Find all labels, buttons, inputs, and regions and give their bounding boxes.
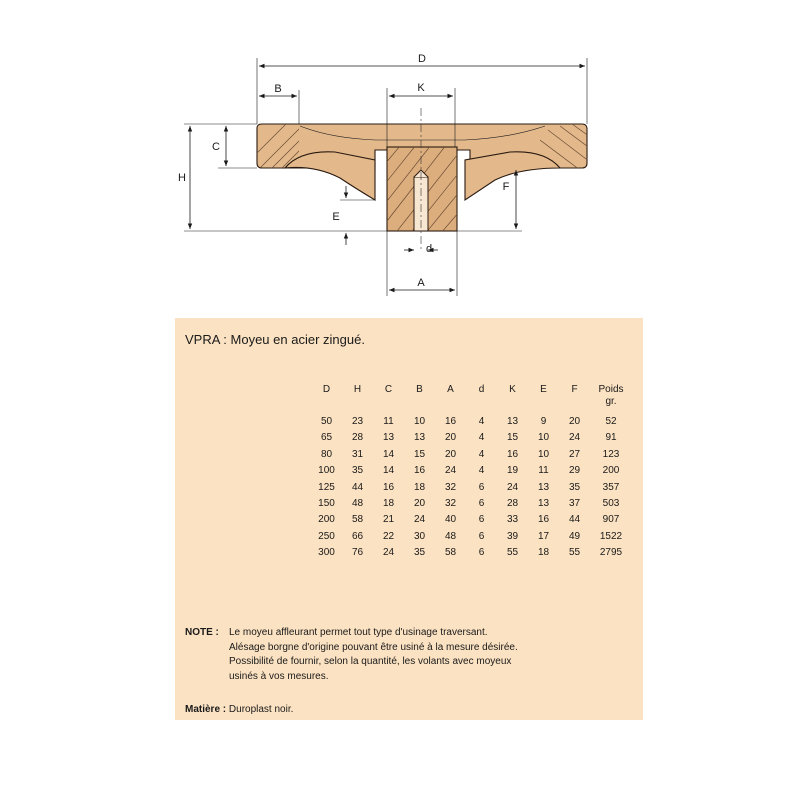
table-cell: 55 xyxy=(506,547,519,559)
table-cell: 19 xyxy=(506,465,519,477)
table-body xyxy=(311,414,632,562)
table-row xyxy=(311,447,632,463)
header-K: K xyxy=(509,384,516,395)
table-cell: 55 xyxy=(568,547,581,559)
table-cell: 10 xyxy=(537,448,550,460)
material-value: Duroplast noir. xyxy=(228,704,294,715)
table-cell: 6 xyxy=(478,530,485,542)
table-cell: 14 xyxy=(382,448,395,460)
table-cell: 18 xyxy=(537,547,550,559)
table-cell: 123 xyxy=(602,448,620,460)
table-row xyxy=(311,463,632,479)
table-cell: 24 xyxy=(568,432,581,444)
table-cell: 10 xyxy=(413,416,426,427)
table-cell: 65 xyxy=(320,432,333,444)
note-line: Alésage borgne d'origine pouvant être usiné à la mesure désirée. xyxy=(229,641,518,653)
table-cell: 18 xyxy=(382,498,395,510)
table-cell: 31 xyxy=(351,448,364,460)
label-K: K xyxy=(417,82,425,94)
table-cell: 16 xyxy=(537,514,550,526)
table-cell: 4 xyxy=(478,448,485,460)
spec-card xyxy=(175,318,643,720)
note-line: usinés à vos mesures. xyxy=(229,670,329,682)
table-cell: 6 xyxy=(478,498,485,510)
table-cell: 58 xyxy=(351,514,364,526)
label-H: H xyxy=(178,172,186,184)
table-cell: 39 xyxy=(506,530,519,542)
note-block xyxy=(185,626,635,682)
table-cell: 10 xyxy=(537,432,550,444)
card-title: VPRA : Moyeu en acier zingué. xyxy=(185,332,365,347)
table-cell: 24 xyxy=(506,481,519,493)
table-header-row xyxy=(311,384,632,414)
table-cell: 4 xyxy=(478,416,485,427)
table-row xyxy=(311,512,632,528)
table-row xyxy=(311,529,632,545)
dimension-C xyxy=(212,124,257,168)
table-cell: 28 xyxy=(351,432,364,444)
label-d: d xyxy=(426,243,433,255)
table-cell: 16 xyxy=(444,416,457,427)
header-H: H xyxy=(353,384,362,395)
table-cell: 6 xyxy=(478,547,485,559)
table-cell: 27 xyxy=(568,448,581,460)
table-cell: 16 xyxy=(506,448,519,460)
table-cell: 6 xyxy=(478,481,485,493)
table-cell: 32 xyxy=(444,498,457,510)
table-cell: 76 xyxy=(351,547,364,559)
table-cell: 49 xyxy=(568,530,581,542)
table-cell: 6 xyxy=(478,514,485,526)
table-cell: 23 xyxy=(351,416,364,427)
table-cell: 32 xyxy=(444,481,457,493)
table-cell: 20 xyxy=(568,416,581,427)
table-cell: 13 xyxy=(506,416,519,427)
table-cell: 28 xyxy=(506,498,519,510)
table-cell: 125 xyxy=(318,481,335,493)
table-cell: 9 xyxy=(540,416,547,427)
table-cell: 15 xyxy=(413,448,426,460)
table-cell: 300 xyxy=(318,547,335,559)
header-C: C xyxy=(384,384,393,395)
table-cell: 37 xyxy=(568,498,581,510)
table-cell: 200 xyxy=(602,465,620,477)
table-cell: 2795 xyxy=(599,547,623,559)
table-cell: 24 xyxy=(382,547,395,559)
table-cell: 13 xyxy=(537,481,550,493)
table-cell: 48 xyxy=(351,498,364,510)
table-cell: 66 xyxy=(351,530,364,542)
table-cell: 44 xyxy=(568,514,581,526)
spec-table xyxy=(311,384,632,562)
note-label: NOTE : xyxy=(185,627,219,638)
table-cell: 35 xyxy=(568,481,581,493)
table-cell: 11 xyxy=(538,465,549,477)
header-E: E xyxy=(540,384,547,395)
table-cell: 20 xyxy=(444,432,457,444)
table-cell: 17 xyxy=(537,530,550,542)
table-cell: 907 xyxy=(602,514,620,526)
table-cell: 44 xyxy=(351,481,364,493)
table-cell: 18 xyxy=(413,481,426,493)
label-B: B xyxy=(274,83,282,95)
material-line xyxy=(185,704,293,715)
table-cell: 24 xyxy=(413,514,426,526)
table-cell: 4 xyxy=(478,465,485,477)
table-row xyxy=(311,545,632,561)
header-F: F xyxy=(571,384,578,395)
technical-drawing xyxy=(170,45,610,305)
table-cell: 33 xyxy=(506,514,519,526)
header-poids-line1: Poids xyxy=(598,384,624,395)
header-A: A xyxy=(447,384,454,395)
label-E: E xyxy=(332,211,340,223)
table-cell: 13 xyxy=(537,498,550,510)
note-line: Possibilité de fournir, selon la quantité, les volants avec moyeux xyxy=(229,656,512,667)
table-cell: 1522 xyxy=(599,530,623,542)
table-cell: 24 xyxy=(444,465,457,477)
table-cell: 21 xyxy=(382,514,395,526)
table-row xyxy=(311,480,632,496)
dimension-B xyxy=(259,83,299,124)
table-cell: 22 xyxy=(382,530,395,542)
table-cell: 30 xyxy=(413,530,426,542)
label-D: D xyxy=(418,53,426,65)
table-cell: 14 xyxy=(382,465,395,477)
table-cell: 15 xyxy=(506,432,519,444)
table-cell: 58 xyxy=(444,547,457,559)
header-poids-line2: gr. xyxy=(605,396,617,407)
header-poids xyxy=(590,384,632,414)
label-F: F xyxy=(502,181,510,193)
note-line: Le moyeu affleurant permet tout type d'usinage traversant. xyxy=(229,627,488,638)
table-row xyxy=(311,430,632,446)
table-cell: 16 xyxy=(413,465,426,477)
table-cell: 4 xyxy=(478,432,485,444)
table-cell: 150 xyxy=(318,498,335,510)
table-cell: 503 xyxy=(602,498,620,510)
table-cell: 357 xyxy=(602,481,620,493)
table-cell: 200 xyxy=(318,514,335,526)
header-B: B xyxy=(416,384,423,395)
table-cell: 11 xyxy=(383,416,394,427)
material-label: Matière : xyxy=(185,704,227,715)
table-cell: 35 xyxy=(351,465,364,477)
table-cell: 29 xyxy=(568,465,581,477)
header-d: d xyxy=(478,384,485,395)
table-cell: 16 xyxy=(382,481,395,493)
table-cell: 100 xyxy=(318,465,335,477)
table-row xyxy=(311,496,632,512)
table-cell: 250 xyxy=(318,530,335,542)
table-row xyxy=(311,414,632,430)
table-cell: 20 xyxy=(444,448,457,460)
label-A: A xyxy=(417,277,425,289)
table-cell: 48 xyxy=(444,530,457,542)
table-cell: 35 xyxy=(413,547,426,559)
table-cell: 20 xyxy=(413,498,426,510)
label-C: C xyxy=(212,141,220,153)
table-cell: 91 xyxy=(605,432,617,444)
header-D: D xyxy=(322,384,331,395)
table-cell: 80 xyxy=(320,448,333,460)
table-cell: 13 xyxy=(382,432,395,444)
note-lines xyxy=(229,626,629,684)
table-cell: 13 xyxy=(413,432,426,444)
table-cell: 52 xyxy=(605,416,617,427)
table-cell: 50 xyxy=(320,416,333,427)
dimension-A xyxy=(387,231,457,296)
table-cell: 40 xyxy=(444,514,457,526)
